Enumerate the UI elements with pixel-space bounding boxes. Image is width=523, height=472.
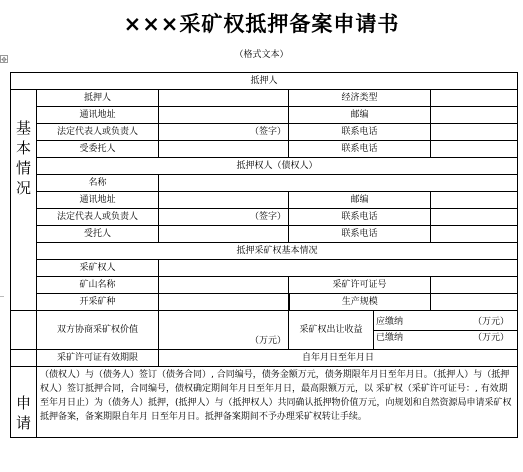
input-license-no[interactable] (431, 277, 518, 294)
label-mortgagee-agent: 受托人 (37, 226, 159, 243)
transfer-income-amounts (374, 311, 518, 350)
input-mortgagee-phone-2[interactable] (431, 226, 518, 243)
table-row (11, 73, 518, 90)
application-text[interactable]: （债权人）与（债务人）签订（债务合同）, 合同编号，债务金额万元，债务期限年月日至年月日。（抵押人）与（抵押权人）签订抵押合同，合同编号，债权确定期间年月日至年月日，最高限额万元，以 采矿权（采矿许可证号：, 有效期至年月日止）为（债务人）抵押，(抵押人）与（抵押权人）共同确认抵押物价值万元，向规划和自然资源局申请采矿权抵押备案，备案期限自年月 日至年月日。抵押备案期间不予办理采矿权转让手续。 (37, 367, 518, 438)
label-mortgagor-postcode: 邮编 (289, 107, 431, 124)
input-mortgagor-address[interactable] (159, 107, 289, 124)
input-mine-name[interactable] (159, 277, 289, 294)
label-mortgagor-legal-rep: 法定代表人或负责人 (37, 124, 159, 141)
table-row (11, 192, 518, 209)
table-row (11, 226, 518, 243)
label-mortgagor-phone-1: 联系电话 (289, 124, 431, 141)
label-transfer-income: 采矿权出让收益 (289, 311, 374, 350)
table-row (11, 350, 518, 367)
input-mortgagee-phone-1[interactable] (431, 209, 518, 226)
payable-row (376, 315, 515, 330)
table-row (11, 260, 518, 277)
label-mining-holder: 采矿权人 (37, 260, 159, 277)
document-title: ×××采矿权抵押备案申请书 (123, 12, 400, 36)
section-header-mortgagor: 抵押人 (11, 73, 518, 90)
input-agreed-value[interactable]: （万元） (159, 311, 289, 350)
input-mortgagor-postcode[interactable] (431, 107, 518, 124)
label-scale: 生产规模 (289, 294, 431, 311)
input-mortgagee-agent[interactable] (159, 226, 289, 243)
input-scale[interactable] (431, 294, 518, 311)
section-label-application (11, 367, 37, 438)
label-paid: 已缴纳 (376, 332, 404, 343)
mortgagor-signature-field[interactable]: （签字） (159, 124, 289, 141)
section-header-mining: 抵押采矿权基本情况 (37, 243, 518, 260)
basic-left-cap (11, 311, 37, 350)
table-row (11, 107, 518, 124)
unit-paid: （万元） (473, 332, 510, 343)
label-mortgagor-agent: 受委托人 (37, 141, 159, 158)
table-row (11, 124, 518, 141)
table-row (11, 311, 518, 350)
table-row (11, 243, 518, 260)
label-mortgagor-phone-2: 联系电话 (289, 141, 431, 158)
table-row (11, 158, 518, 175)
basic-info-label: 基本情况 (16, 119, 32, 197)
table-row (11, 367, 518, 438)
label-mortgagee-postcode: 邮编 (289, 192, 431, 209)
margin-marker (0, 296, 4, 297)
application-form-table (10, 72, 518, 438)
input-mortgagee-name[interactable] (159, 175, 518, 192)
mortgagee-signature-field[interactable]: （签字） (159, 209, 289, 226)
label-validity: 采矿许可证有效期限 (37, 350, 159, 367)
document-subtitle: （格式文本） (234, 50, 289, 60)
label-mine-name: 矿山名称 (37, 277, 159, 294)
label-agreed-value: 双方协商采矿权价值 (37, 311, 159, 350)
table-row (11, 141, 518, 158)
label-mortgagee-address: 通讯地址 (37, 192, 159, 209)
label-mortgagee-phone-2: 联系电话 (289, 226, 431, 243)
basic-left-cap-2 (11, 350, 37, 367)
label-mortgagee-legal-rep: 法定代表人或负责人 (37, 209, 159, 226)
label-payable: 应缴纳 (376, 316, 404, 327)
section-label-basic (11, 90, 37, 311)
input-mortgagor-phone-1[interactable] (431, 124, 518, 141)
paid-row (374, 330, 517, 346)
input-mortgagor-agent[interactable] (159, 141, 289, 158)
table-row (11, 90, 518, 107)
label-mineral: 开采矿种 (37, 294, 159, 311)
table-row (11, 294, 518, 311)
label-mortgagor: 抵押人 (37, 90, 159, 107)
input-econ-type[interactable] (431, 90, 518, 107)
label-econ-type: 经济类型 (289, 90, 431, 107)
label-license-no: 采矿许可证号 (289, 277, 431, 294)
application-label: 申请 (16, 394, 32, 432)
label-mortgagee-name: 名称 (37, 175, 159, 192)
table-row (11, 277, 518, 294)
input-mortgagee-address[interactable] (159, 192, 289, 209)
section-header-mortgagee: 抵押权人（债权人） (37, 158, 518, 175)
input-mortgagee-postcode[interactable] (431, 192, 518, 209)
validity-value[interactable]: 自年月日至年月日 (159, 350, 518, 367)
label-mortgagee-phone-1: 联系电话 (289, 209, 431, 226)
table-row (11, 209, 518, 226)
input-mining-holder[interactable] (159, 260, 518, 277)
table-move-handle-icon[interactable]: ✥ (1, 56, 7, 64)
input-mineral[interactable] (159, 294, 289, 311)
input-mortgagor[interactable] (159, 90, 289, 107)
input-mortgagor-phone-2[interactable] (431, 141, 518, 158)
unit-payable: （万元） (473, 316, 510, 327)
table-row (11, 175, 518, 192)
form-frame (10, 72, 520, 472)
label-mortgagor-address: 通讯地址 (37, 107, 159, 124)
